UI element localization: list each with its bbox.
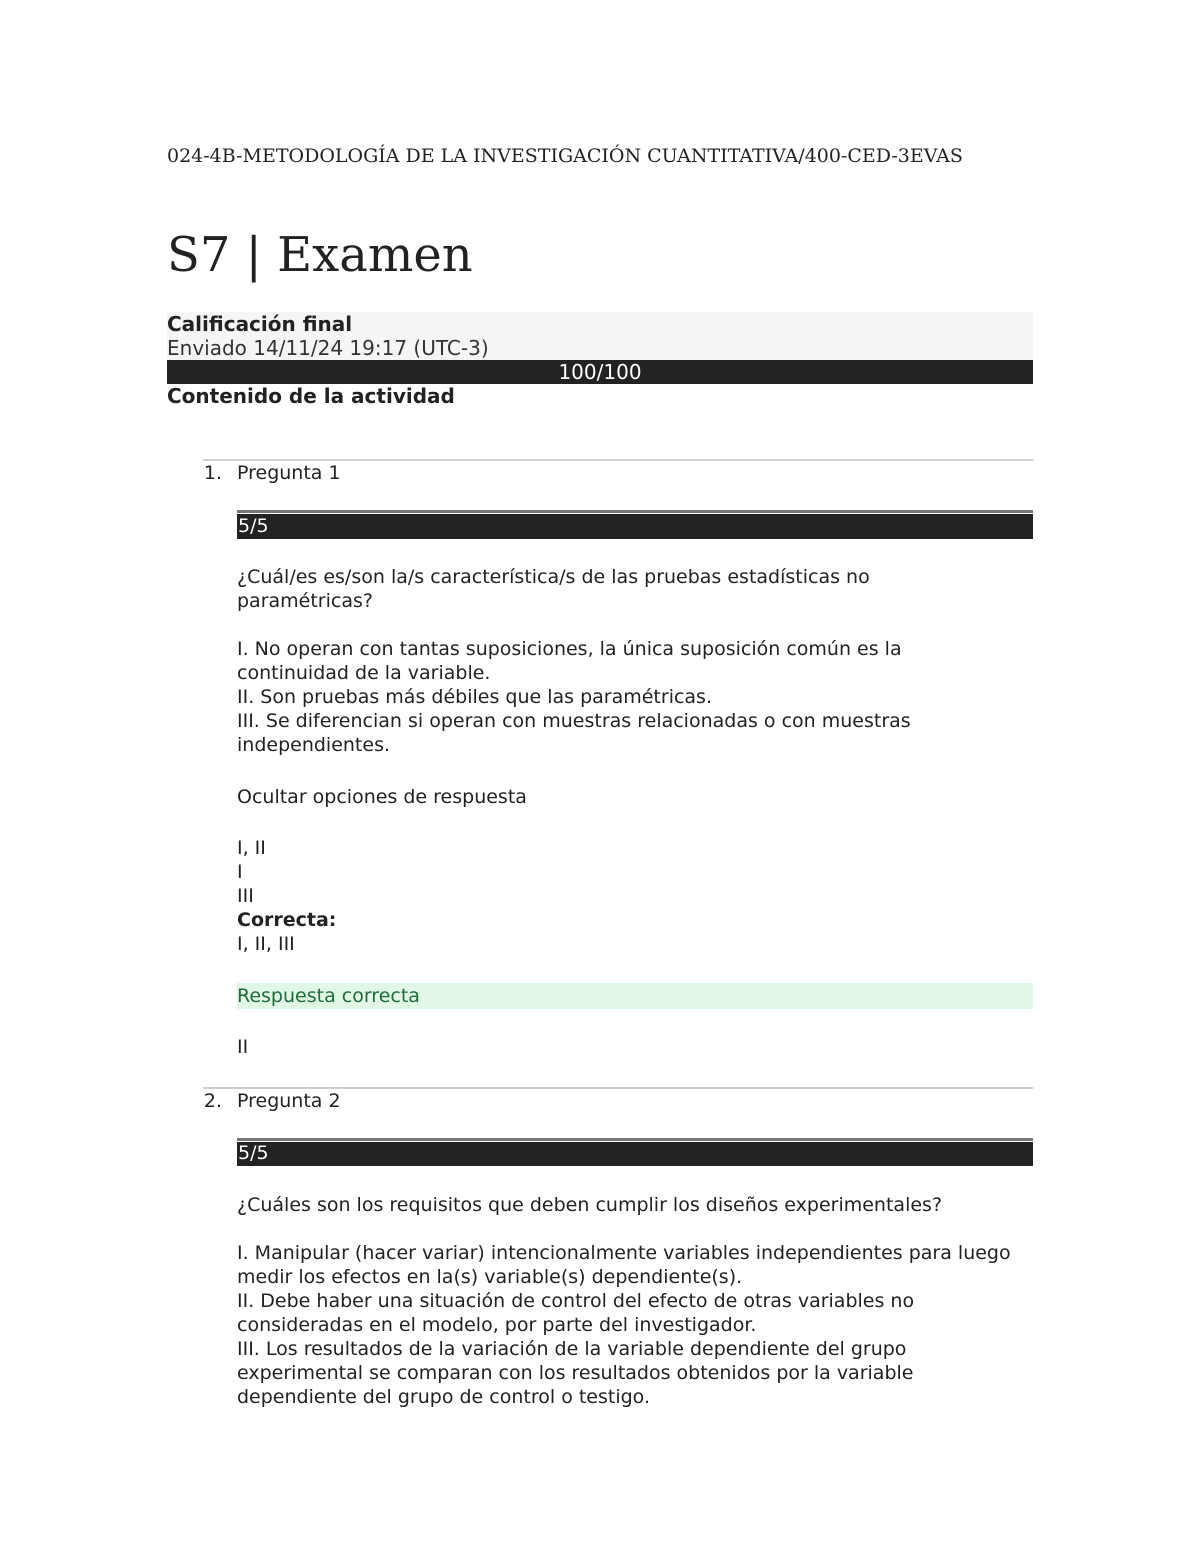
question-score: 5/5 xyxy=(238,515,269,537)
question-score-bg xyxy=(237,514,1033,539)
statement-3: III. Los resultados de la variación de la variable dependiente del grupo experimental se comparan con los resultados obtenidos por la variable dependiente del grupo de control o testigo. xyxy=(237,1338,914,1408)
statement-1: I. No operan con tantas suposiciones, la única suposición común es la continuidad de la variable. xyxy=(237,638,902,684)
course-name: 024-4B-METODOLOGÍA DE LA INVESTIGACIÓN CUANTITATIVA/400-CED-3EVAS xyxy=(167,145,963,167)
question-score-bar xyxy=(237,1138,1033,1141)
question-score-bg xyxy=(237,1142,1033,1166)
question-prompt: ¿Cuáles son los requisitos que deben cumplir los diseños experimentales? xyxy=(237,1194,943,1216)
submitted-date: Enviado 14/11/24 19:17 (UTC-3) xyxy=(167,336,489,360)
answer-option: I, II xyxy=(237,837,266,859)
question-title: Pregunta 2 xyxy=(237,1090,341,1112)
statement-2: II. Son pruebas más débiles que las paramétricas. xyxy=(237,686,712,708)
hide-options-link[interactable]: Ocultar opciones de respuesta xyxy=(237,786,527,808)
statement-2: II. Debe haber una situación de control del efecto de otras variables no consideradas en el modelo, por parte del investigador. xyxy=(237,1290,915,1336)
feedback-text: Respuesta correcta xyxy=(237,985,420,1007)
answer-option: I xyxy=(237,861,243,883)
answer-option: III xyxy=(237,885,254,907)
question-title: Pregunta 1 xyxy=(237,462,341,484)
question-score-bar xyxy=(237,510,1033,513)
answer-option: II xyxy=(237,1036,249,1058)
correct-label: Correcta: xyxy=(237,909,337,931)
question-number: 1. xyxy=(203,462,222,484)
statement-3: III. Se diferencian si operan con muestras relacionadas o con muestras independientes. xyxy=(237,710,911,756)
correct-option: I, II, III xyxy=(237,933,295,955)
question-prompt: ¿Cuál/es es/son la/s característica/s de las pruebas estadísticas no paramétricas? xyxy=(237,566,870,612)
question-score: 5/5 xyxy=(238,1142,269,1164)
grade-score: 100/100 xyxy=(558,360,642,384)
grade-label: Calificación final xyxy=(167,312,353,336)
content-label: Contenido de la actividad xyxy=(167,384,455,408)
statement-1: I. Manipular (hacer variar) intencionalmente variables independientes para luego medir los efectos en la(s) variable(s) dependiente(s). xyxy=(237,1242,1011,1288)
page-title: S7 | Examen xyxy=(167,227,473,283)
question-number: 2. xyxy=(203,1090,222,1112)
